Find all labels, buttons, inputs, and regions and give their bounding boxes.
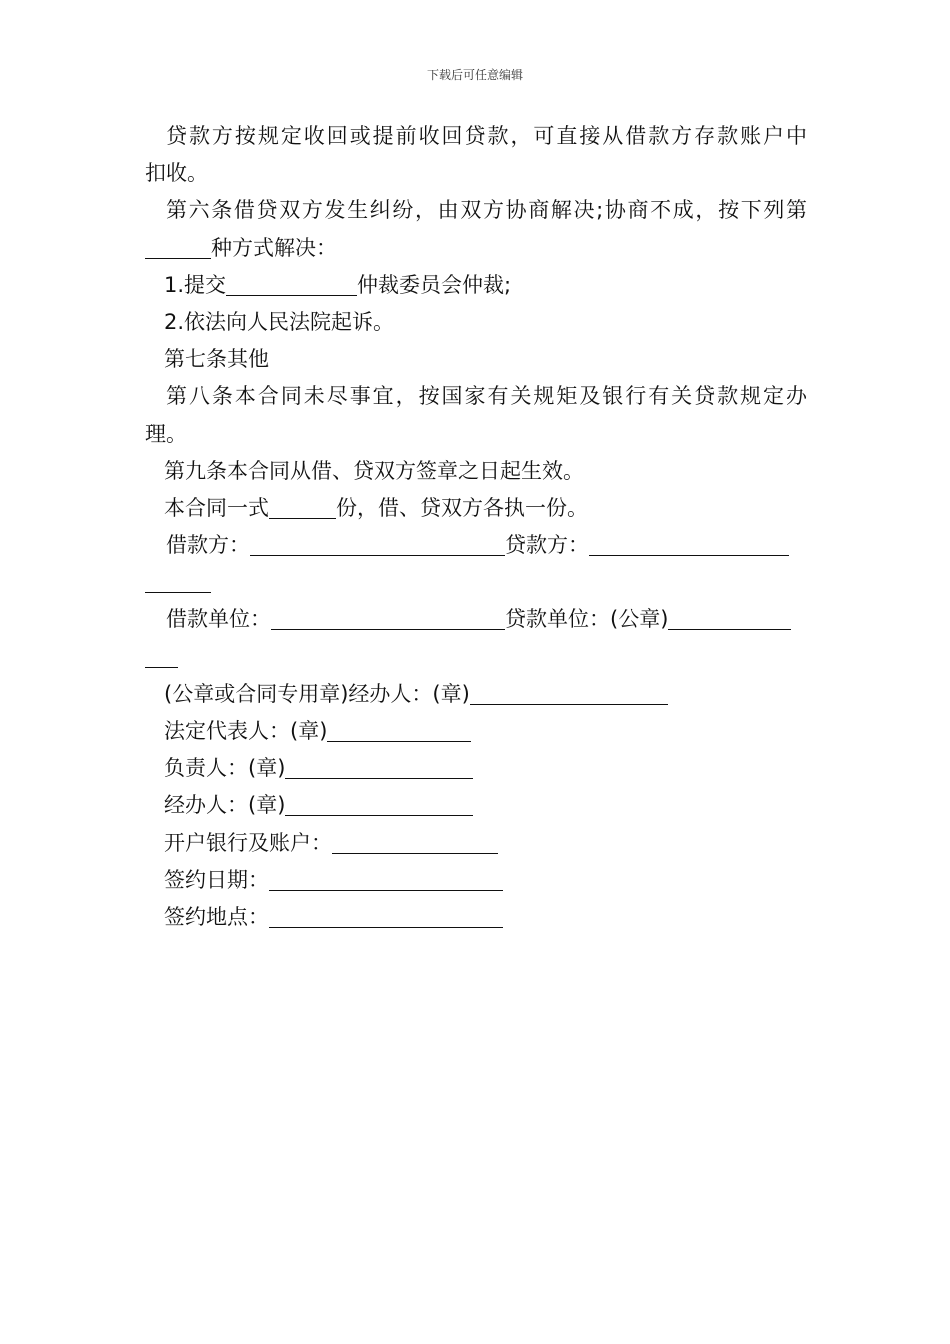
article-6-line-2 (145, 230, 807, 267)
lender-blank[interactable] (589, 533, 789, 556)
article-8-line-1: 第八条本合同未尽事宜，按国家有关规矩及银行有关贷款规定办 (166, 384, 807, 409)
seal-handler-line (145, 676, 807, 713)
units-line-wrap (145, 639, 807, 676)
article-8-line-2: 理。 (145, 421, 187, 446)
article-6-suffix: 种方式解决： (211, 235, 337, 260)
lender-label: 贷款方： (505, 533, 589, 558)
borrower-unit-label: 借款单位： (166, 607, 271, 632)
parties-line (145, 527, 807, 564)
article-6-line-1: 第六条借贷双方发生纠纷，由双方协商解决;协商不成，按下列第 (166, 198, 807, 223)
legal-rep-blank[interactable] (327, 719, 471, 742)
borrower-unit-blank[interactable] (271, 607, 505, 630)
seal-handler-label: (公章或合同专用章)经办人：(章) (164, 681, 470, 706)
person-in-charge-label: 负责人：(章) (164, 756, 286, 781)
bank-account-line (145, 825, 807, 862)
clause-repayment-line-2: 扣收。 (145, 161, 208, 186)
seal-handler-blank[interactable] (470, 682, 668, 705)
copies-suffix: 份，借、贷双方各执一份。 (336, 495, 588, 520)
bank-account-blank[interactable] (332, 831, 498, 854)
units-line (145, 601, 807, 638)
person-in-charge-line (145, 750, 807, 787)
sign-place-blank[interactable] (269, 905, 503, 928)
sign-date-blank[interactable] (269, 868, 503, 891)
option-1-prefix: 1.提交 (164, 272, 227, 297)
clause-repayment-line-1: 贷款方按规定收回或提前收回贷款，可直接从借款方存款账户中 (166, 124, 807, 148)
person-in-charge-blank[interactable] (285, 756, 473, 779)
legal-rep-line (145, 713, 807, 750)
lender-blank-continued[interactable] (145, 570, 211, 593)
sign-place-line (145, 899, 807, 936)
article-7: 第七条其他 (164, 347, 269, 372)
arbitration-committee-blank[interactable] (226, 273, 357, 296)
method-number-blank[interactable] (145, 236, 211, 259)
option-1-line (145, 267, 807, 304)
copies-prefix: 本合同一式 (164, 495, 269, 520)
sign-date-label: 签约日期： (164, 867, 269, 892)
lender-unit-blank-continued[interactable] (145, 645, 178, 668)
bank-account-label: 开户银行及账户： (164, 830, 332, 855)
handler-label: 经办人：(章) (164, 793, 286, 818)
page-header: 下载后可任意编辑 (426, 68, 523, 82)
sign-place-label: 签约地点： (164, 904, 269, 929)
borrower-label: 借款方： (166, 533, 250, 558)
borrower-blank[interactable] (250, 533, 505, 556)
copies-count-blank[interactable] (269, 496, 336, 519)
handler-line (145, 787, 807, 824)
lender-unit-label: 贷款单位：(公章) (505, 607, 669, 632)
sign-date-line (145, 862, 807, 899)
handler-blank[interactable] (285, 793, 473, 816)
parties-line-wrap (145, 564, 807, 601)
copies-line (145, 490, 807, 527)
legal-rep-label: 法定代表人：(章) (164, 719, 328, 743)
option-1-suffix: 仲裁委员会仲裁; (357, 272, 512, 297)
article-9: 第九条本合同从借、贷双方签章之日起生效。 (164, 458, 584, 483)
contract-body (145, 118, 807, 936)
option-2-line: 2.依法向人民法院起诉。 (164, 309, 395, 334)
lender-unit-blank[interactable] (668, 607, 791, 630)
